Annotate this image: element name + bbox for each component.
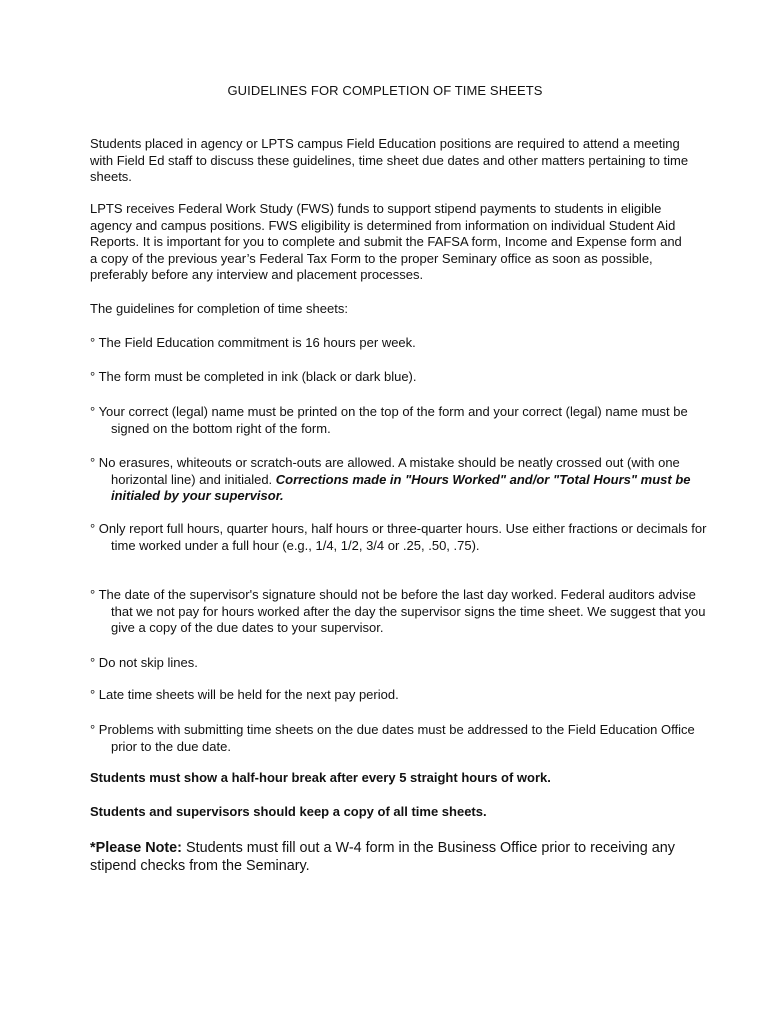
guidelines-heading: The guidelines for completion of time sheets: <box>90 301 348 316</box>
guideline-item-problems: ° Problems with submitting time sheets on the due dates must be addressed to the Field Education Office prior to the due date. <box>90 722 695 754</box>
intro-paragraph-2: LPTS receives Federal Work Study (FWS) funds to support stipend payments to students in eligible agency and campus positions. FWS eligibility is determined from information on individual Student Aid Reports. It is important for you to complete and submit the FAFSA form, Income and Expense form and a copy of the previous year’s Federal Tax Form to the proper Seminary office as soon as possible, preferably before any interview and placement processes. <box>90 201 682 283</box>
guideline-item-legal-name: ° Your correct (legal) name must be printed on the top of the form and your correct (legal) name must be signed on the bottom right of the form. <box>90 404 688 436</box>
guideline-erasures-emphasis: Corrections made in "Hours Worked" and/or "Total Hours" must be initialed by your supervisor. <box>111 471 691 504</box>
guideline-item-late-sheets: ° Late time sheets will be held for the next pay period. <box>90 687 399 702</box>
guideline-item-hour-fractions: ° Only report full hours, quarter hours, half hours or three-quarter hours. Use either fractions or decimals for time worked under a full hour (e.g., 1/4, 1/2, 3/4 or .25, .50, .75). <box>90 521 707 553</box>
document-title: GUIDELINES FOR COMPLETION OF TIME SHEETS <box>227 83 543 98</box>
please-note <box>90 839 700 875</box>
guideline-item-skip-lines: ° Do not skip lines. <box>90 655 198 670</box>
guideline-item-no-erasures <box>90 455 711 505</box>
intro-paragraph-1: Students placed in agency or LPTS campus Field Education positions are required to attend a meeting with Field Ed staff to discuss these guidelines, time sheet due dates and other matters pertaining to time sheets. <box>90 136 689 185</box>
guideline-item-ink: ° The form must be completed in ink (black or dark blue). <box>90 369 417 384</box>
please-note-text: Students must fill out a W-4 form in the Business Office prior to receiving any stipend checks from the Seminary. <box>90 840 675 874</box>
keep-copy-notice: Students and supervisors should keep a copy of all time sheets. <box>90 804 487 819</box>
please-note-label: *Please Note: <box>90 840 182 856</box>
guideline-item-commitment: ° The Field Education commitment is 16 hours per week. <box>90 335 416 350</box>
break-requirement: Students must show a half-hour break after every 5 straight hours of work. <box>90 770 551 785</box>
guideline-erasures-text: ° No erasures, whiteouts or scratch-outs are allowed. A mistake should be neatly crossed out (with one horizontal line) and initialed. <box>90 455 680 487</box>
guideline-item-supervisor-signature: ° The date of the supervisor's signature should not be before the last day worked. Federal auditors advise that we not pay for hours worked after the day the supervisor signs the time sheet. We suggest that you give a copy of the due dates to your supervisor. <box>90 587 706 636</box>
